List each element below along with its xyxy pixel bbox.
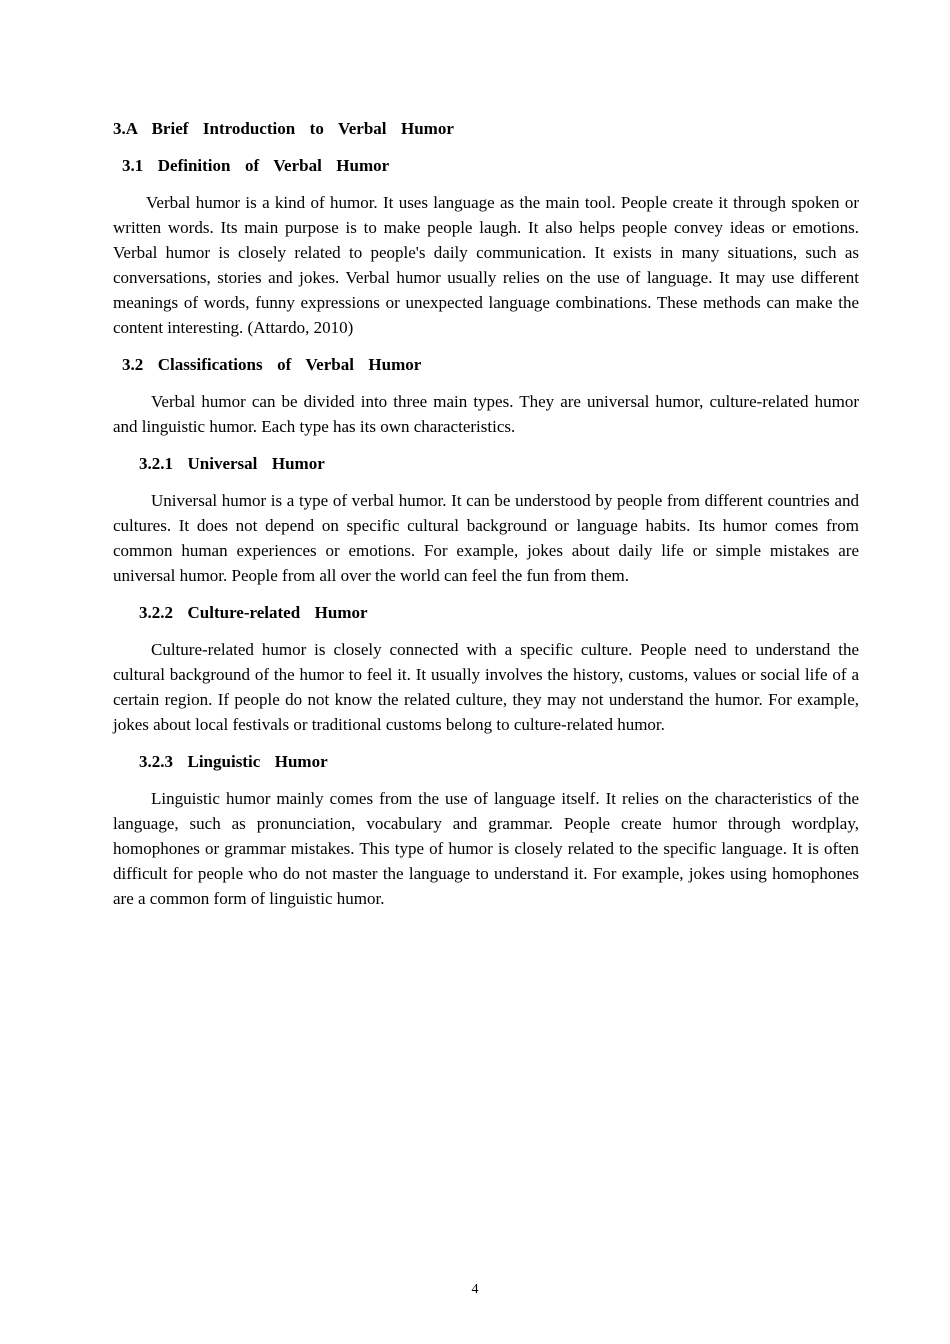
section-heading-3-2-1: 3.2.1 Universal Humor — [139, 454, 325, 473]
document-page — [113, 116, 859, 923]
paragraph-definition: Verbal humor is a kind of humor. It uses language as the main tool. People create it through spoken or written words. Its main purpose is to make people laugh. It also helps people convey ideas or emotions. Verbal humor is closely related to people's daily communication. It exists in many situations, such as conversations, stories and jokes. Verbal humor usually relies on the use of language. It may use different meanings of words, funny expressions or unexpected language combinations. These methods can make the content interesting. (Attardo, 2010) — [113, 193, 859, 337]
section-heading-3-2-3: 3.2.3 Linguistic Humor — [139, 752, 328, 771]
section-heading-3: 3.A Brief Introduction to Verbal Humor — [113, 119, 454, 138]
section-heading-3-2: 3.2 Classifications of Verbal Humor — [122, 355, 422, 374]
page-number: 4 — [471, 1282, 479, 1297]
section-heading-3-2-2: 3.2.2 Culture-related Humor — [139, 603, 368, 622]
section-heading-3-1: 3.1 Definition of Verbal Humor — [122, 156, 390, 175]
paragraph-culture-related-humor: Culture-related humor is closely connected with a specific culture. People need to understand the cultural background of the humor to feel it. It usually involves the history, customs, values or social life of a certain region. If people do not know the related culture, they may not understand the humor. For example, jokes about local festivals or traditional customs belong to culture-related humor. — [113, 640, 859, 734]
paragraph-linguistic-humor: Linguistic humor mainly comes from the use of language itself. It relies on the characteristics of the language, such as pronunciation, vocabulary and grammar. People create humor through wordplay, homophones or grammar mistakes. This type of humor is closely related to the specific language. It is often difficult for people who do not master the language to understand it. For example, jokes using homophones are a common form of linguistic humor. — [113, 789, 859, 908]
paragraph-classifications: Verbal humor can be divided into three main types. They are universal humor, culture-related humor and linguistic humor. Each type has its own characteristics. — [113, 392, 859, 436]
paragraph-universal-humor: Universal humor is a type of verbal humor. It can be understood by people from different countries and cultures. It does not depend on specific cultural background or language habits. Its humor comes from common human experiences or emotions. For example, jokes about daily life or simple mistakes are universal humor. People from all over the world can feel the fun from them. — [113, 491, 859, 585]
